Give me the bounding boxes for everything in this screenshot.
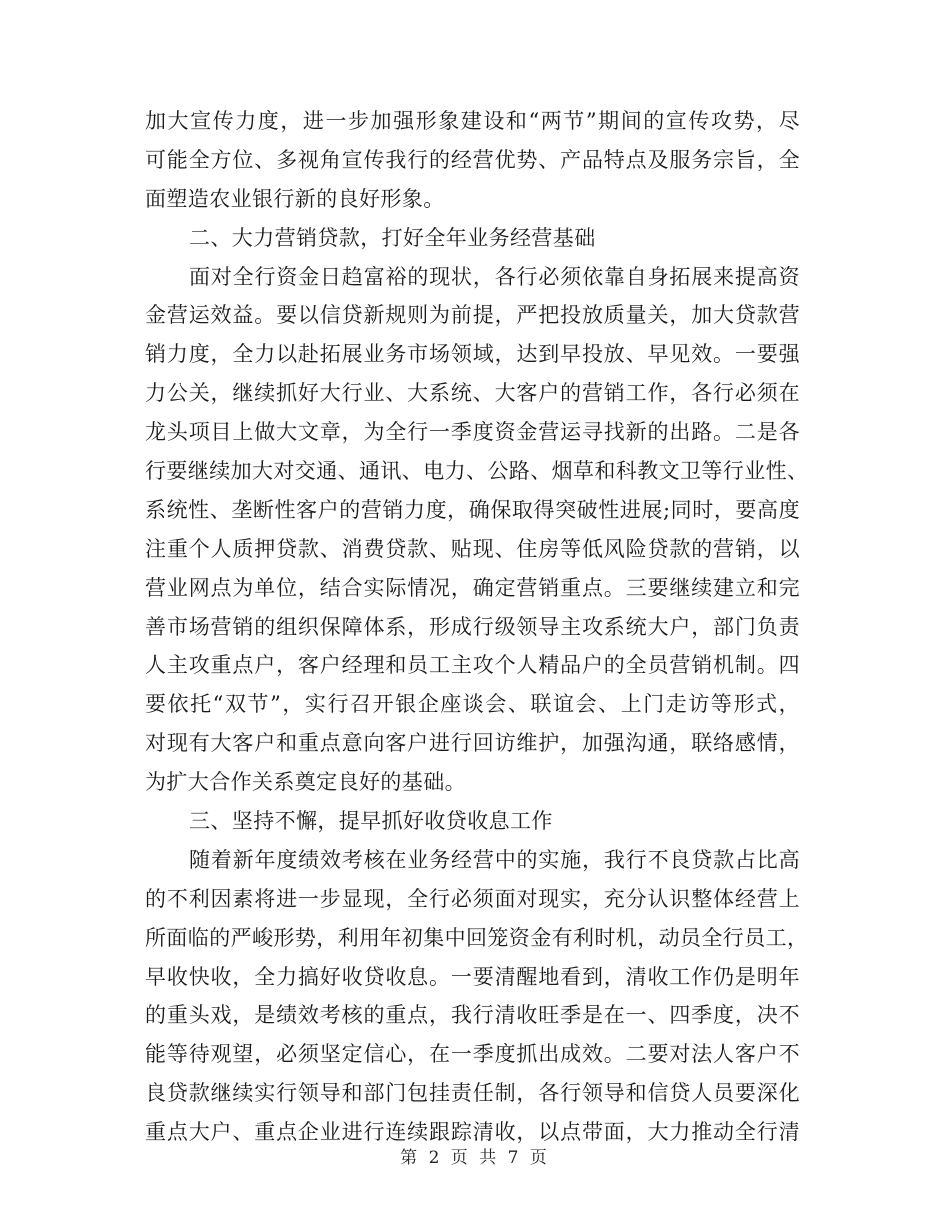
text-line: 系统性、垄断性客户的营销力度，确保取得突破性进展;同时，要高度 [145,497,800,522]
text-line: 重点大户、重点企业进行连续跟踪清收，以点带面，大力推动全行清 [145,1120,800,1145]
body-text [145,102,809,1152]
text-line: 的不利因素将进一步显现，全行必须面对现实，充分认识整体经营上 [145,886,800,911]
text-line: 营业网点为单位，结合实际情况，确定营销重点。三要继续建立和完 [145,575,800,600]
text-line: 善市场营销的组织保障体系，形成行级领导主攻系统大户，部门负责 [145,614,800,639]
text-line: 注重个人质押贷款、消费贷款、贴现、住房等低风险贷款的营销，以 [145,536,800,561]
text-line: 要依托“双节”，实行召开银企座谈会、联谊会、上门走访等形式， [145,692,800,717]
page-number-footer: 第 2 页 共 7 页 [400,1148,550,1168]
text-line: 面对全行资金日趋富裕的现状，各行必须依靠自身拓展来提高资 [189,264,800,289]
text-line: 所面临的严峻形势，利用年初集中回笼资金有利时机，动员全行员工， [145,925,809,950]
text-line: 早收快收，全力搞好收贷收息。一要清醒地看到，清收工作仍是明年 [145,964,800,989]
text-line: 面塑造农业银行新的良好形象。 [145,186,445,211]
section-heading-3: 三、坚持不懈，提早抓好收贷收息工作 [189,809,553,834]
text-line: 为扩大合作关系奠定良好的基础。 [145,770,466,795]
text-line: 加大宣传力度，进一步加强形象建设和“两节”期间的宣传攻势，尽 [145,109,800,133]
section-heading-2: 二、大力营销贷款，打好全年业务经营基础 [189,225,596,250]
text-line: 龙头项目上做大文章，为全行一季度资金营运寻找新的出路。二是各 [145,420,800,445]
text-line: 行要继续加大对交通、通讯、电力、公路、烟草和科教文卫等行业性、 [145,459,809,484]
text-line: 金营运效益。要以信贷新规则为前提，严把投放质量关，加大贷款营 [145,303,800,328]
text-line: 能等待观望，必须坚定信心，在一季度抓出成效。二要对法人客户不 [145,1042,800,1067]
text-line: 可能全方位、多视角宣传我行的经营优势、产品特点及服务宗旨，全 [145,147,800,172]
text-line: 良贷款继续实行领导和部门包挂责任制，各行领导和信贷人员要深化 [145,1081,800,1106]
text-line: 的重头戏，是绩效考核的重点，我行清收旺季是在一、四季度，决不 [145,1003,800,1028]
text-line: 随着新年度绩效考核在业务经营中的实施，我行不良贷款占比高 [189,847,800,872]
text-line: 人主攻重点户，客户经理和员工主攻个人精品户的全员营销机制。四 [145,653,800,678]
text-line: 对现有大客户和重点意向客户进行回访维护，加强沟通，联络感情， [145,731,800,756]
text-line: 力公关，继续抓好大行业、大系统、大客户的营销工作，各行必须在 [145,381,800,406]
text-line: 销力度，全力以赴拓展业务市场领域，达到早投放、早见效。一要强 [145,342,800,367]
